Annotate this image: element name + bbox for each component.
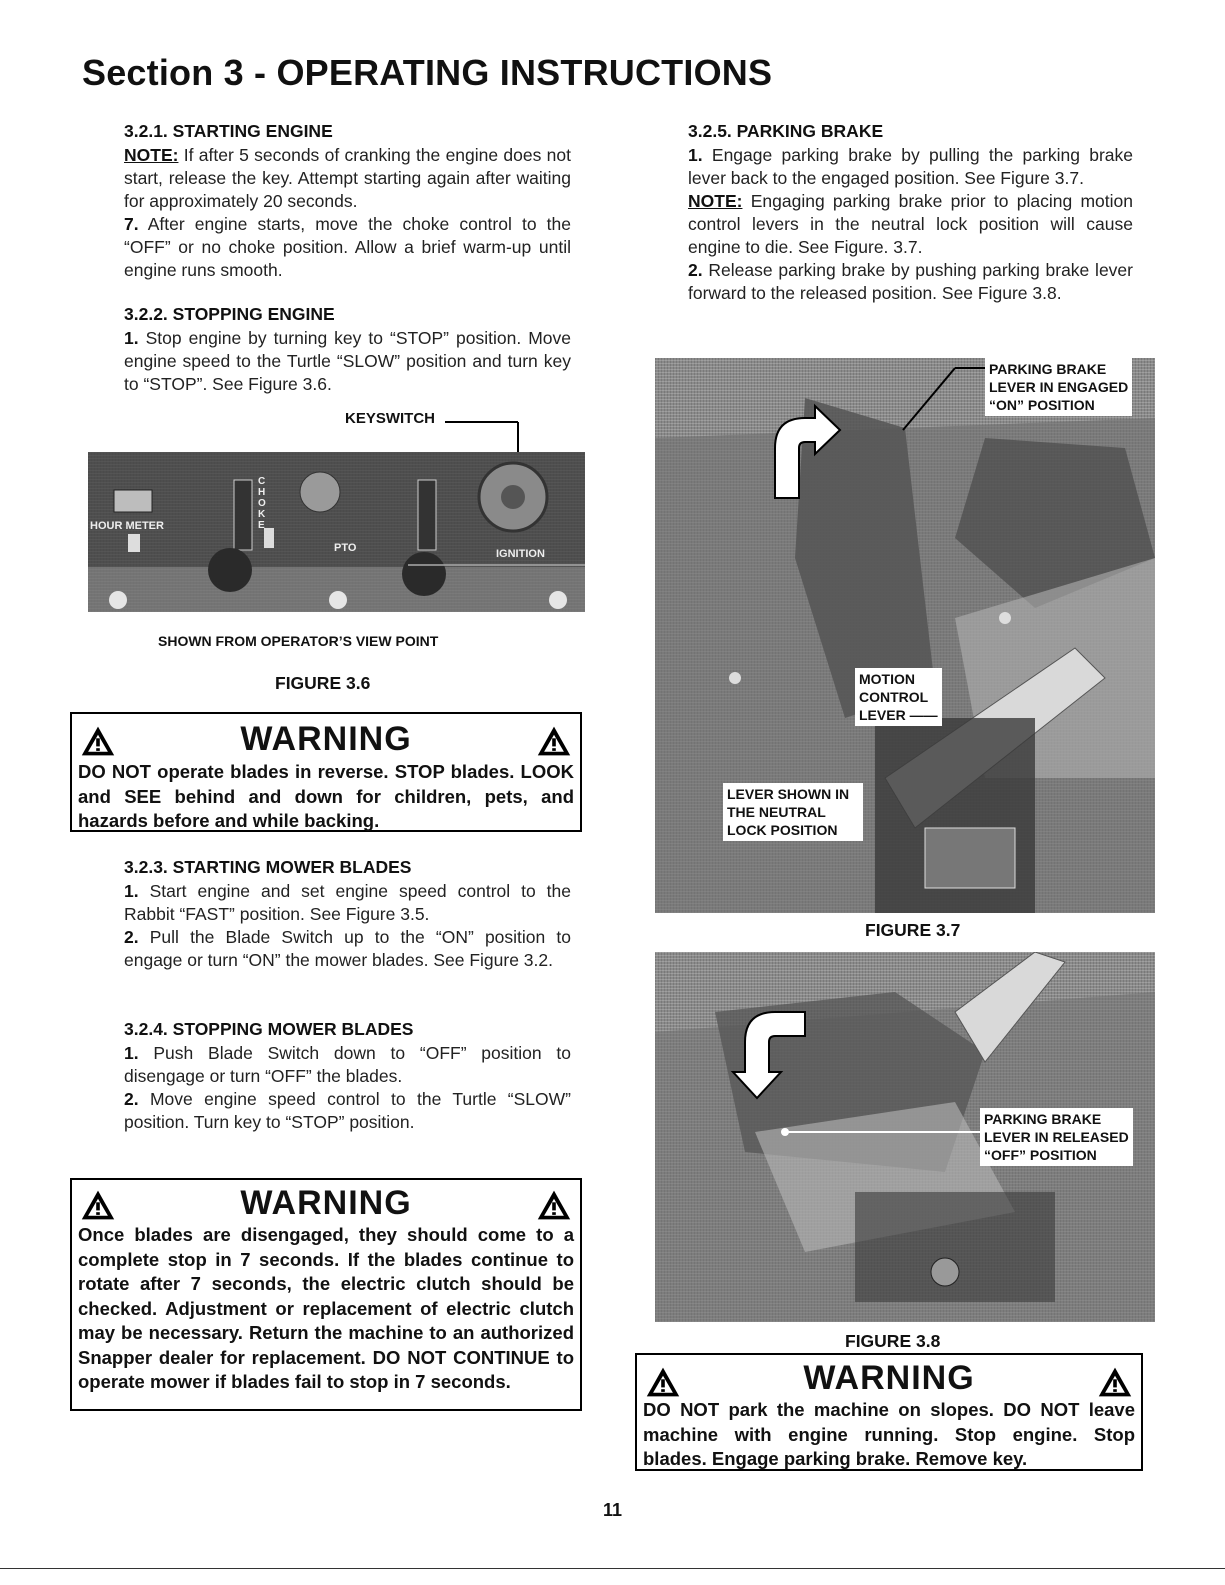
label-line: THE NEUTRAL: [727, 804, 826, 820]
paragraph-stopping-mower-blades: [124, 1042, 571, 1134]
panel-label-hour-meter: HOUR METER: [90, 520, 164, 532]
note-label: NOTE:: [688, 191, 743, 211]
label-line: LEVER SHOWN IN: [727, 786, 850, 802]
panel-label-choke: CHOKE: [258, 476, 266, 531]
label-line: MOTION: [859, 671, 915, 687]
label-line: PARKING BRAKE: [984, 1111, 1102, 1127]
warning-text: DO NOT operate blades in reverse. STOP blades. LOOK and SEE behind and down for children, pets, and hazards before and while backing.: [78, 761, 574, 831]
warning-box-blade-stop: [70, 1178, 582, 1411]
label-line: LEVER IN ENGAGED: [989, 379, 1129, 395]
label-line: LOCK POSITION: [727, 822, 838, 838]
warning-title: WARNING: [803, 1359, 975, 1397]
label-brake-released: [980, 1108, 1133, 1166]
step-text: After engine starts, move the choke control to the “OFF” or no choke position. Allow a brief warm-up until engine runs smooth.: [124, 214, 571, 280]
heading-parking-brake: 3.2.5. PARKING BRAKE: [688, 121, 884, 141]
warning-box-parking: [635, 1353, 1143, 1471]
control-panel-illustration: [88, 452, 585, 612]
step-number: 2.: [124, 927, 139, 947]
warning-text: DO NOT park the machine on slopes. DO NOT leave machine with engine running. Stop engine. Stop blades. Engage parking brake. Remove key.: [643, 1399, 1135, 1469]
step-text: Push Blade Switch down to “OFF” position to disengage or turn “OFF” the blades.: [124, 1043, 571, 1086]
step-number: 2.: [688, 260, 703, 280]
figure-3-6-caption: FIGURE 3.6: [275, 673, 371, 693]
step-text: Release parking brake by pushing parking brake lever forward to the released position. See Figure 3.8.: [688, 260, 1133, 303]
warning-text: Once blades are disengaged, they should come to a complete stop in 7 seconds. If the blades continue to rotate after 7 seconds, the electric clutch should be checked. Adjustment or replacement of electric clutch may be necessary. Return the machine to an authorized Snapper dealer for replacement. DO NOT CONTINUE to operate mower if blades fail to stop in 7 seconds.: [78, 1224, 574, 1392]
step-number: 1.: [124, 881, 139, 901]
heading-starting-mower-blades: 3.2.3. STARTING MOWER BLADES: [124, 857, 412, 877]
label-text: LEVER: [859, 707, 906, 723]
label-line: “ON” POSITION: [989, 397, 1095, 413]
heading-stopping-engine: 3.2.2. STOPPING ENGINE: [124, 304, 335, 324]
note-label: NOTE:: [124, 145, 179, 165]
control-panel-photo: [88, 452, 585, 612]
label-neutral-lock: [723, 783, 863, 841]
warning-title: WARNING: [240, 720, 412, 758]
step-number: 2.: [124, 1089, 139, 1109]
label-line: PARKING BRAKE: [989, 361, 1107, 377]
warning-box-reverse: [70, 712, 582, 832]
step-text: Engage parking brake by pulling the parking brake lever back to the engaged position. See Figure 3.7.: [688, 145, 1133, 188]
panel-label-pto: PTO: [334, 542, 357, 554]
brake-engaged-leader-line: [895, 360, 995, 440]
paragraph-stopping-engine: [124, 327, 571, 396]
note-text: Engaging parking brake prior to placing motion control levers in the neutral lock position will cause engine to die. See Figure. 3.7.: [688, 191, 1133, 257]
page-number: 11: [602, 1500, 623, 1520]
label-line: CONTROL: [859, 689, 929, 705]
step-text: Pull the Blade Switch up to the “ON” position to engage or turn “ON” the mower blades. See Figure 3.2.: [124, 927, 571, 970]
figure-3-6-viewpoint-note: SHOWN FROM OPERATOR’S VIEW POINT: [158, 633, 439, 649]
bottom-rule: [0, 1568, 1225, 1569]
paragraph-starting-engine-note: [124, 144, 571, 282]
step-text: Move engine speed control to the Turtle “SLOW” position. Turn key to “STOP” position.: [124, 1089, 571, 1132]
paragraph-starting-mower-blades: [124, 880, 571, 972]
warning-title: WARNING: [240, 1184, 412, 1222]
step-number: 7.: [124, 214, 139, 234]
step-text: Start engine and set engine speed control to the Rabbit “FAST” position. See Figure 3.5.: [124, 881, 571, 924]
step-number: 1.: [688, 145, 703, 165]
step-number: 1.: [124, 328, 139, 348]
label-brake-engaged: [985, 358, 1132, 416]
figure-3-7-caption: FIGURE 3.7: [865, 920, 961, 940]
label-motion-control-lever: [855, 668, 942, 726]
label-line: [859, 706, 938, 724]
step-text: Stop engine by turning key to “STOP” position. Move engine speed to the Turtle “SLOW” position and turn key to “STOP”. See Figure 3.6.: [124, 328, 571, 394]
page-title: Section 3 - OPERATING INSTRUCTIONS: [82, 52, 773, 93]
label-line: LEVER IN RELEASED: [984, 1129, 1129, 1145]
label-line: “OFF” POSITION: [984, 1147, 1097, 1163]
figure-3-8-caption: FIGURE 3.8: [845, 1331, 941, 1351]
panel-label-ignition: IGNITION: [496, 548, 545, 560]
step-number: 1.: [124, 1043, 139, 1063]
keyswitch-callout-label: KEYSWITCH: [345, 410, 435, 427]
leader-dash: ——: [909, 707, 938, 723]
paragraph-parking-brake: [688, 144, 1133, 305]
heading-starting-engine: 3.2.1. STARTING ENGINE: [124, 121, 333, 141]
heading-stopping-mower-blades: 3.2.4. STOPPING MOWER BLADES: [124, 1019, 414, 1039]
note-text: If after 5 seconds of cranking the engine does not start, release the key. Attempt starting again after waiting for approximately 20 seconds.: [124, 145, 571, 211]
